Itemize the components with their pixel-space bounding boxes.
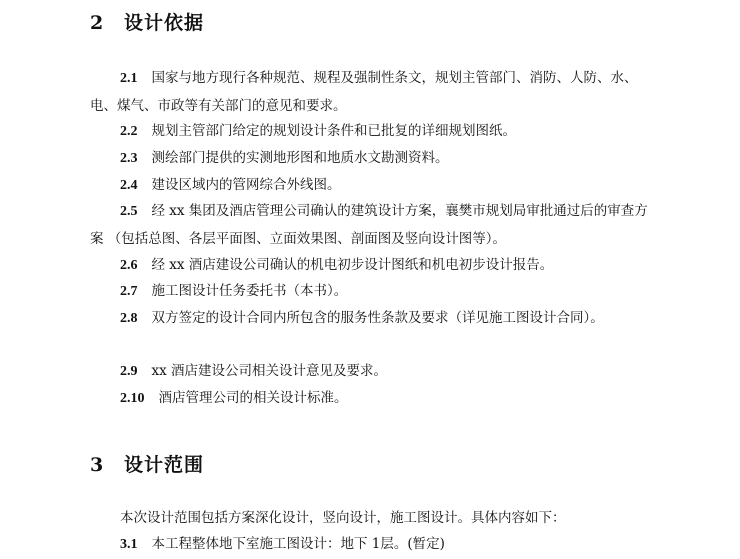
item-3-1 [90,531,650,559]
item-text: 建设区域内的管网综合外线图。 [151,177,341,193]
item-number: 3.1 [120,537,138,552]
item-text: 测绘部门提供的实测地形图和地质水文勘测资料。 [151,150,449,166]
section-3-heading [90,450,204,477]
item-number: 2.9 [120,364,138,379]
item-number: 2.3 [120,151,138,166]
section-3-number: 3 [90,454,105,476]
item-number: 2.5 [120,204,138,219]
section-2-number: 2 [90,12,105,34]
item-number: 2.10 [120,391,145,406]
item-number: 2.1 [120,71,138,86]
section-3-intro: 本次设计范围包括方案深化设计，竖向设计，施工图设计。具体内容如下： [120,510,566,526]
item-number: 2.7 [120,284,138,299]
item-2-5 [90,198,650,252]
item-2-9 [90,358,650,386]
item-text: 酒店管理公司的相关设计标准。 [158,390,348,406]
item-2-6 [90,252,650,280]
item-2-10 [90,385,650,413]
section-2-title: 设计依据 [124,12,205,34]
item-number: 2.6 [120,258,138,273]
item-2-7 [90,278,650,306]
item-2-4 [90,172,650,200]
item-2-8 [90,305,650,333]
item-text: 双方签定的设计合同内所包含的服务性条款及要求（详见施工图设计合同）。 [151,310,604,326]
section-2-heading [90,8,204,35]
item-text: 规划主管部门给定的规划设计条件和已批复的详细规划图纸。 [151,123,516,139]
item-text: 施工图设计任务委托书（本书）。 [151,283,348,299]
item-number: 2.2 [120,124,138,139]
item-text: xx 酒店建设公司相关设计意见及要求。 [151,363,388,379]
item-number: 2.8 [120,311,138,326]
item-2-2 [90,118,650,146]
item-2-1 [90,65,650,119]
item-text: 经 xx 酒店建设公司确认的机电初步设计图纸和机电初步设计报告。 [151,257,554,273]
item-text: 经 xx 集团及酒店管理公司确认的建筑设计方案，襄樊市规划局审批通过后的审查方案 （包括总图、各层平面图、立面效果图、剖面图及竖向设计图等）。 [90,203,648,247]
item-number: 2.4 [120,178,138,193]
section-3-title: 设计范围 [124,454,205,476]
item-text: 国家与地方现行各种规范、规程及强制性条文，规划主管部门、消防、人防、水、电、煤气、市政等有关部门的意见和要求。 [90,70,638,114]
item-2-3 [90,145,650,173]
item-text: 本工程整体地下室施工图设计：地下 1层。(暂定) [151,536,445,552]
